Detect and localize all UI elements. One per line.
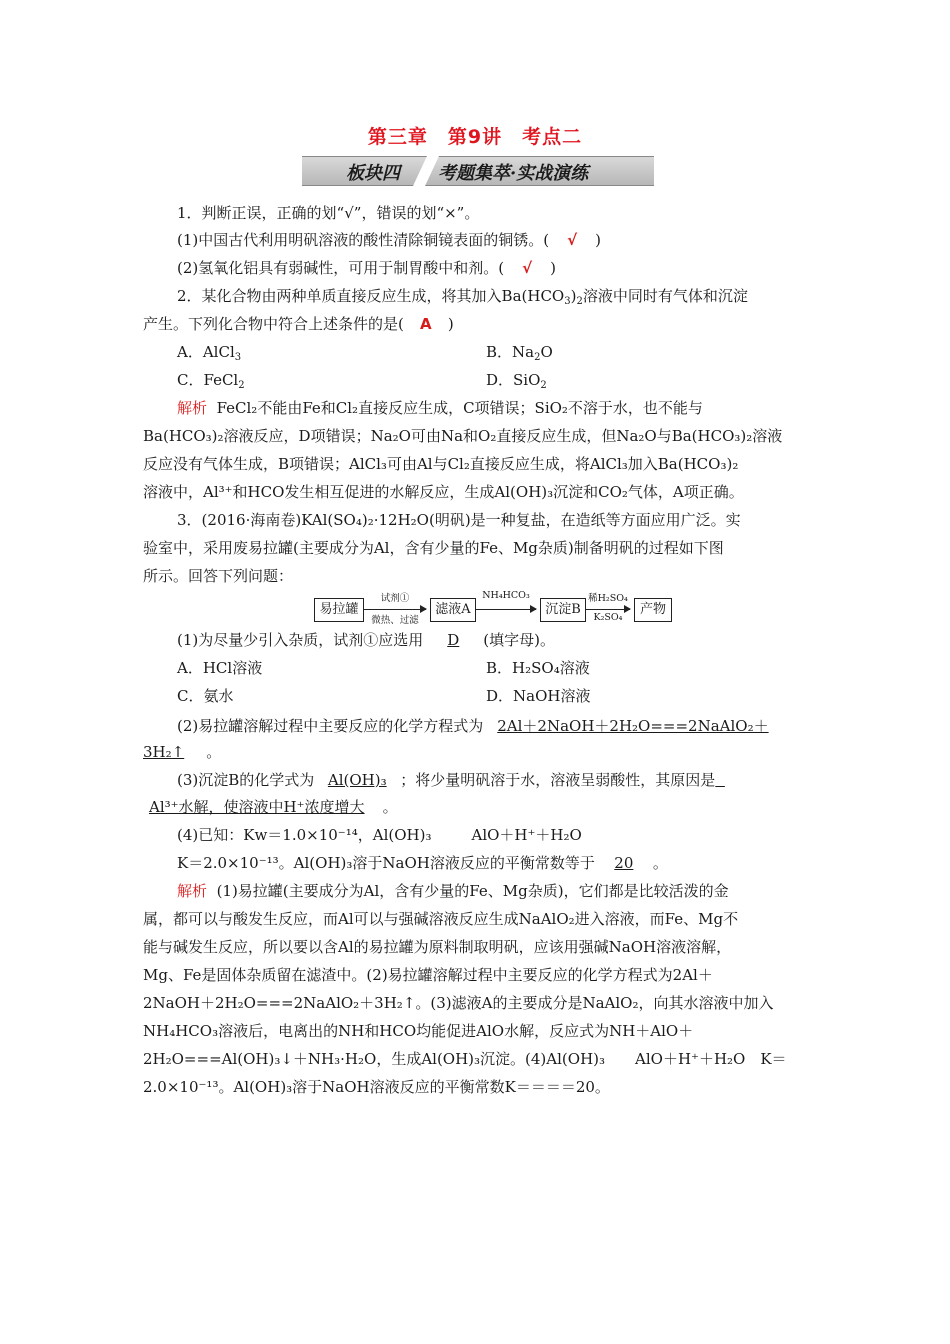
flow-label-nh4hco3: NH₄HCO₃: [482, 590, 530, 601]
q2-close: ): [447, 315, 454, 333]
q3-stem-3: 所示。回答下列问题：: [143, 567, 294, 585]
flow-box-precipitate: 沉淀B: [540, 598, 586, 622]
q3-p4-equilibrium: AlO＋H⁺＋H₂O: [471, 826, 582, 844]
q3-option-a: A．HCl溶液: [177, 659, 263, 677]
q3-p1-text: (1)为尽量少引入杂质，试剂①应选用: [177, 631, 424, 649]
q3-explanation-8: 2.0×10⁻¹³。Al(OH)₃溶于NaOH溶液反应的平衡常数K＝＝＝＝20。: [143, 1078, 610, 1096]
q3-p3-answer-2: Al³⁺水解，使溶液中H⁺浓度增大: [149, 798, 365, 816]
q3-explanation-label: 解析: [177, 882, 208, 900]
q2-explanation-label: 解析: [177, 399, 208, 417]
flow-box-can: 易拉罐: [314, 598, 364, 622]
q2-option-a: [177, 342, 241, 368]
q3-option-c: C．氨水: [177, 687, 234, 705]
q3-p4-question: K＝2.0×10⁻¹³。Al(OH)₃溶于NaOH溶液反应的平衡常数等于: [177, 854, 595, 872]
q3-p1-answer: D: [447, 631, 460, 649]
q3-stem-1: 3．(2016·海南卷)KAl(SO₄)₂·12H₂O(明矾)是一种复盐，在造纸等方面应用广泛。实: [177, 511, 741, 529]
flow-box-filtrate: 滤液A: [430, 598, 476, 622]
q2-explanation-text-1: FeCl₂不能由Fe和Cl₂直接反应生成，C项错误；SiO₂不溶于水，也不能与: [216, 399, 703, 417]
q2-explanation-3: 反应没有气体生成，B项错误；AlCl₃可由Al与Cl₂直接反应生成，将AlCl₃加入Ba(HCO₃)₂: [143, 455, 739, 473]
q1-s2-answer: √: [522, 259, 533, 277]
q3-option-b: B．H₂SO₄溶液: [486, 659, 590, 677]
q3-p2-end: 。: [206, 743, 222, 761]
q3-part-3: [177, 770, 725, 790]
q3-explanation-1: [177, 881, 729, 901]
q1-s2-text: (2)氢氧化铝具有弱碱性，可用于制胃酸中和剂。(: [177, 259, 505, 277]
q2-explanation-1: [177, 398, 703, 418]
q3-p2-answer-cont: 3H₂↑: [143, 743, 185, 761]
page-title: 第三章 第9讲 考点二: [367, 126, 583, 148]
q3-part-1: [177, 630, 555, 650]
q3-part-3-cont: [143, 797, 398, 817]
q2-explanation-2: Ba(HCO₃)₂溶液反应，D项错误；Na₂O可由Na和O₂直接反应生成，但Na₂O与Ba(HCO₃)₂溶液: [143, 427, 783, 445]
q3-explanation-text-1: (1)易拉罐(主要成分为Al，含有少量的Fe、Mg杂质)，它们都是比较活泼的金: [216, 882, 729, 900]
q3-part-4: [177, 825, 582, 845]
q2-option-c: [177, 370, 245, 396]
q2-option-b: [486, 342, 553, 368]
flow-label-heat-filter: 微热、过滤: [371, 615, 419, 626]
q2-sub: 2: [534, 352, 541, 363]
q2-stem-c: 溶液中同时有气体和沉淀: [582, 287, 748, 305]
q2-sub: 2: [576, 296, 583, 307]
q3-explanation-5: 2NaOH＋2H₂O===2NaAlO₂＋3H₂↑。(3)滤液A的主要成分是NaAlO₂，向其水溶液中加入: [143, 994, 774, 1012]
q2-sub: 3: [234, 352, 242, 363]
q1-s2-close: ): [550, 259, 556, 277]
q2-stem-a: 2．某化合物由两种单质直接反应生成，将其加入Ba(HCO: [177, 287, 565, 305]
q3-option-d: D．NaOH溶液: [486, 687, 591, 705]
q2-stem2: 产生。下列化合物中符合上述条件的是(: [143, 315, 404, 333]
q1-s1-close: ): [595, 231, 601, 249]
q3-p3-answer: Al(OH)₃: [327, 771, 387, 789]
q3-p2-text: (2)易拉罐溶解过程中主要反应的化学方程式为: [177, 717, 484, 735]
q3-p3-text: (3)沉淀B的化学式为: [177, 771, 315, 789]
q2-sub: 2: [540, 380, 547, 391]
q1-stem: 1．判断正误，正确的划“√”，错误的划“×”。: [177, 204, 480, 222]
flow-label-h2so4: 稀H₂SO₄: [588, 593, 628, 604]
q3-p4-end: 。: [652, 854, 668, 872]
flow-arrow-2: [476, 609, 536, 610]
q2-sub: 3: [564, 296, 571, 307]
q3-explanation-3: 能与碱发生反应，所以要以含Al的易拉罐为原料制取明矾，应该用强碱NaOH溶液溶解，: [143, 938, 732, 956]
q1-statement-2: [177, 258, 556, 278]
q3-explanation-7: 2H₂O===Al(OH)₃↓＋NH₃·H₂O，生成Al(OH)₃沉淀。(4)Al(OH)₃ AlO＋H⁺＋H₂O K＝: [143, 1050, 787, 1068]
q2-option-a-text: A．AlCl: [177, 343, 235, 361]
q3-explanation-6: NH₄HCO₃溶液后，电离出的NH和HCO均能促进AlO水解，反应式为NH＋AlO＋: [143, 1022, 694, 1040]
flow-label-reagent: 试剂①: [380, 593, 410, 604]
process-flow-diagram: [314, 592, 674, 628]
q3-p4-answer: 20: [614, 854, 634, 872]
q2-stem-line-2: [143, 314, 454, 334]
q3-explanation-4: Mg、Fe是固体杂质留在滤渣中。(2)易拉罐溶解过程中主要反应的化学方程式为2Al＋: [143, 966, 713, 984]
flow-arrow-1: [364, 609, 426, 610]
q2-option-c-text: C．FeCl: [177, 371, 239, 389]
q3-part-4-cont: [177, 853, 668, 873]
q2-explanation-4: 溶液中，Al³⁺和HCO发生相互促进的水解反应，生成Al(OH)₃沉淀和CO₂气体，A项正确。: [143, 483, 744, 501]
q1-s1-answer: √: [567, 231, 578, 249]
banner-right-label: 考题集萃·实战演练: [438, 163, 589, 184]
q2-option-d-text: D．SiO: [486, 371, 541, 389]
q1-statement-1: [177, 230, 601, 250]
banner-left-label: 板块四: [346, 163, 400, 184]
q3-p3-end: 。: [382, 798, 398, 816]
q3-part-2: [177, 716, 769, 736]
q2-stem-b: ): [570, 287, 577, 305]
q3-p2-answer: 2Al＋2NaOH＋2H₂O===2NaAlO₂＋: [497, 717, 769, 735]
q2-option-b-tail: O: [540, 343, 553, 361]
q2-option-d: [486, 370, 547, 396]
q2-stem-line-1: [177, 286, 748, 312]
q3-explanation-2: 属，都可以与酸发生反应，而Al可以与强碱溶液反应生成NaAlO₂进入溶液，而Fe、Mg不: [143, 910, 739, 928]
q2-answer: A: [420, 315, 432, 333]
flow-box-product: 产物: [634, 598, 672, 622]
flow-arrow-3: [586, 609, 630, 610]
q2-option-b-text: B．Na: [486, 343, 535, 361]
q2-sub: 2: [238, 380, 245, 391]
q3-part-2-cont: [143, 742, 221, 762]
q3-stem-2: 验室中，采用废易拉罐(主要成分为Al，含有少量的Fe、Mg杂质)制备明矾的过程如下图: [143, 539, 724, 557]
q3-p3-tail: ；将少量明矾溶于水，溶液呈弱酸性，其原因是: [400, 771, 716, 789]
section-banner: [302, 156, 654, 186]
q1-s1-text: (1)中国古代利用明矾溶液的酸性清除铜镜表面的铜锈。(: [177, 231, 550, 249]
flow-label-k2so4: K₂SO₄: [593, 612, 623, 623]
q3-p1-tail: (填字母)。: [483, 631, 555, 649]
q3-p4-text: (4)已知：Kw＝1.0×10⁻¹⁴，Al(OH)₃: [177, 826, 432, 844]
